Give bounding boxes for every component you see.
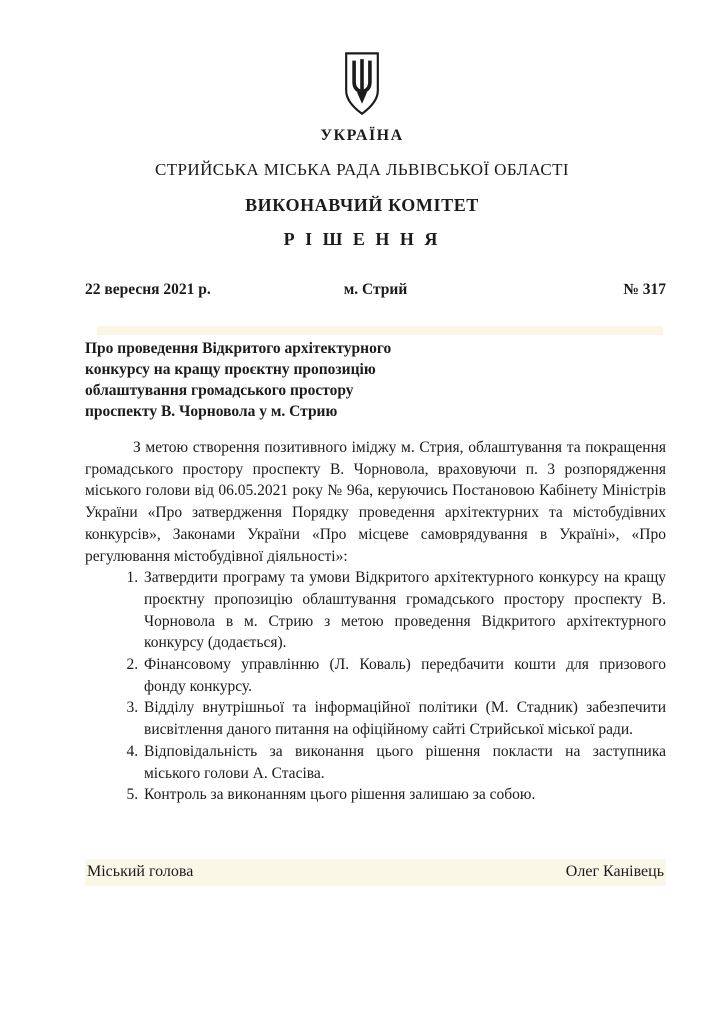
ukraine-trident-shield-icon <box>339 50 385 120</box>
resolution-item: 4. Відповідальність за виконання цього рішення покласти на заступника міського голови А. Стасіва. <box>142 741 666 784</box>
document-meta-row <box>85 281 666 299</box>
signature-row <box>85 859 666 886</box>
signer-name: Олег Канівець <box>565 862 664 880</box>
document-subject <box>85 338 500 422</box>
document-content <box>85 281 666 806</box>
resolution-item: 2. Фінансовому управлінню (Л. Коваль) передбачити кошти для призового фонду конкурсу. <box>142 654 666 697</box>
country-name: УКРАЇНА <box>320 127 404 144</box>
document-type-title: Р І Ш Е Н Н Я <box>283 229 441 249</box>
subject-line: конкурсу на кращу проєктну пропозицію <box>85 361 376 378</box>
document-number: № 317 <box>623 281 667 298</box>
resolution-item: 3. Відділу внутрішньої та інформаційної політики (М. Стадник) забезпечити висвітлення даного питання на офіційному сайті Стрийської міської ради. <box>142 697 666 740</box>
resolution-item: 1. Затвердити програму та умови Відкритого архітектурного конкурсу на кращу проєктну пропозицію облаштування громадського простору проспекту В. Чорновола в м. Стрию з метою проведення Відкритого архітектурного конкурсу (додається). <box>142 567 666 654</box>
scan-highlight-band <box>97 326 663 335</box>
subject-line: Про проведення Відкритого архітектурного <box>85 340 392 357</box>
committee-name: ВИКОНАВЧИЙ КОМІТЕТ <box>245 195 479 215</box>
document-date: 22 вересня 2021 р. <box>85 281 211 298</box>
signer-position: Міський голова <box>87 862 194 880</box>
subject-line: облаштування громадського простору <box>85 382 354 399</box>
council-name: СТРИЙСЬКА МІСЬКА РАДА ЛЬВІВСЬКОЇ ОБЛАСТІ <box>155 160 569 179</box>
resolution-item: 5. Контроль за виконанням цього рішення залишаю за собою. <box>142 784 666 806</box>
resolution-list <box>85 567 666 806</box>
subject-line: проспекту В. Чорновола у м. Стрию <box>85 403 338 420</box>
document-place: м. Стрий <box>343 281 408 298</box>
preamble-paragraph: З метою створення позитивного іміджу м. Стрия, облаштування та покращення громадського простору проспекту В. Чорновола, враховуючи п. 3 розпорядження міського голови від 06.05.2021 року № 96а, керуючись Постановою Кабінету Міністрів України «Про затвердження Порядку проведення архітектурних та містобудівних конкурсів», Законами України «Про місцеве самоврядування в Україні», «Про регулювання містобудівної діяльності»: <box>85 439 666 565</box>
letterhead <box>0 0 724 250</box>
